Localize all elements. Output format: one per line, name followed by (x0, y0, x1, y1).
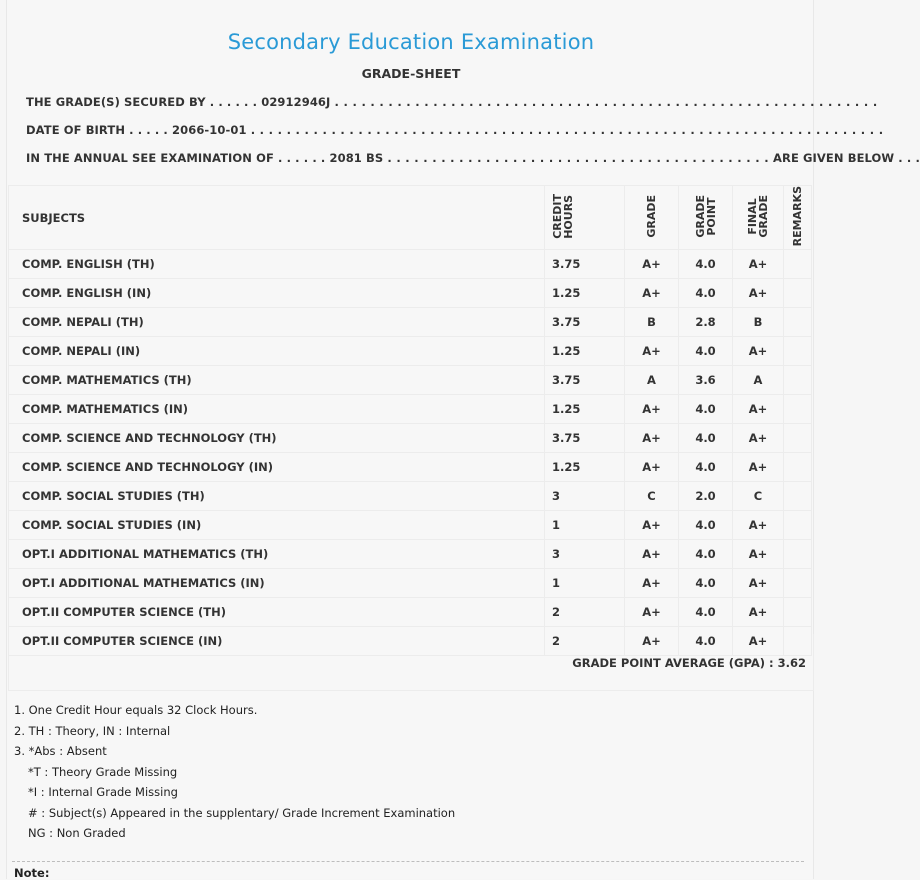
remarks-cell (784, 308, 812, 337)
table-row (9, 308, 812, 337)
remarks-cell (784, 511, 812, 540)
credit-hours-cell: 3 (545, 540, 625, 569)
subject-cell: OPT.II COMPUTER SCIENCE (TH) (9, 598, 545, 627)
remarks-cell (784, 569, 812, 598)
note-item: 3. *Abs : Absent (14, 744, 107, 758)
final-grade-cell: A+ (733, 540, 784, 569)
header-grade: GRADE (625, 186, 679, 250)
table-row (9, 598, 812, 627)
credit-hours-cell: 3.75 (545, 250, 625, 279)
grade-cell: A+ (625, 395, 679, 424)
secured-by-dots: . . . . . . . . . . . . . . . . . . . . . . . . . . . . . . . . . . . . . . . . . . . . . . . . . . . . . . . . . . . . . (334, 95, 878, 109)
final-grade-cell: C (733, 482, 784, 511)
grades-table (8, 185, 812, 656)
remarks-cell (784, 279, 812, 308)
dob-line (26, 123, 883, 137)
subject-cell: OPT.I ADDITIONAL MATHEMATICS (TH) (9, 540, 545, 569)
final-grade-cell: A+ (733, 627, 784, 656)
header-final-grade: FINAL GRADE (733, 186, 784, 250)
table-row (9, 250, 812, 279)
note-item: NG : Non Graded (28, 826, 126, 840)
note-item: 1. One Credit Hour equals 32 Clock Hours. (14, 703, 258, 717)
credit-hours-cell: 3.75 (545, 308, 625, 337)
table-row (9, 424, 812, 453)
header-grade-point: GRADE POINT (679, 186, 733, 250)
table-row (9, 279, 812, 308)
header-remarks: REMARKS (784, 186, 812, 250)
subject-cell: OPT.II COMPUTER SCIENCE (IN) (9, 627, 545, 656)
note-item: 2. TH : Theory, IN : Internal (14, 723, 171, 738)
gpa-row (8, 634, 814, 691)
grade-cell: A+ (625, 453, 679, 482)
remarks-cell (784, 395, 812, 424)
subject-cell: COMP. ENGLISH (TH) (9, 250, 545, 279)
grade-point-cell: 4.0 (679, 424, 733, 453)
exam-title: Secondary Education Examination (227, 30, 595, 54)
subject-cell: COMP. SCIENCE AND TECHNOLOGY (IN) (9, 453, 545, 482)
dashed-divider (12, 861, 804, 862)
note-item: *I : Internal Grade Missing (28, 785, 178, 799)
credit-hours-cell: 1.25 (545, 279, 625, 308)
symbol-number: 02912946J (261, 95, 331, 109)
final-grade-cell: A+ (733, 250, 784, 279)
final-grade-cell: A (733, 366, 784, 395)
subject-cell: COMP. MATHEMATICS (IN) (9, 395, 545, 424)
dob-value: 2066-10-01 (172, 123, 247, 137)
grade-cell: B (625, 308, 679, 337)
grade-point-cell: 2.0 (679, 482, 733, 511)
credit-hours-cell: 1 (545, 511, 625, 540)
credit-hours-cell: 3 (545, 482, 625, 511)
grade-point-cell: 4.0 (679, 453, 733, 482)
grade-cell: A+ (625, 511, 679, 540)
final-grade-cell: A+ (733, 569, 784, 598)
remarks-cell (784, 482, 812, 511)
subject-cell: COMP. ENGLISH (IN) (9, 279, 545, 308)
credit-hours-cell: 1.25 (545, 395, 625, 424)
grade-point-cell: 4.0 (679, 540, 733, 569)
remarks-cell (784, 453, 812, 482)
final-grade-cell: A+ (733, 511, 784, 540)
remarks-cell (784, 366, 812, 395)
grade-cell: A+ (625, 279, 679, 308)
table-row (9, 366, 812, 395)
grade-point-cell: 2.8 (679, 308, 733, 337)
final-grade-cell: A+ (733, 453, 784, 482)
credit-hours-cell: 3.75 (545, 424, 625, 453)
table-header-row (9, 186, 812, 250)
gpa-summary (572, 656, 806, 670)
dob-dots: . . . . . . . . . . . . . . . . . . . . . . . . . . . . . . . . . . . . . . . . . . . . . . . . . . . . . . . . . . . . . . . . . . . . . . . (250, 123, 884, 137)
gpa-label: GRADE POINT AVERAGE (GPA) : (572, 656, 774, 670)
grade-cell: A (625, 366, 679, 395)
credit-hours-cell: 1.25 (545, 337, 625, 366)
grade-point-cell: 4.0 (679, 598, 733, 627)
table-row (9, 569, 812, 598)
credit-hours-cell: 1 (545, 569, 625, 598)
exam-label: IN THE ANNUAL SEE EXAMINATION OF . . . . . . (26, 151, 326, 165)
final-grade-cell: A+ (733, 424, 784, 453)
subject-cell: COMP. SCIENCE AND TECHNOLOGY (TH) (9, 424, 545, 453)
table-row (9, 540, 812, 569)
subject-cell: COMP. NEPALI (IN) (9, 337, 545, 366)
grade-point-cell: 4.0 (679, 337, 733, 366)
remarks-cell (784, 540, 812, 569)
grade-cell: A+ (625, 540, 679, 569)
secured-by-line (26, 95, 878, 109)
note-label: Note: (14, 866, 50, 880)
exam-dots: . . . . . . . . . . . . . . . . . . . . . . . . . . . . . . . . . . . . . . . . . . . (387, 151, 769, 165)
subject-cell: COMP. MATHEMATICS (TH) (9, 366, 545, 395)
grade-cell: A+ (625, 569, 679, 598)
grade-cell: A+ (625, 337, 679, 366)
dob-label: DATE OF BIRTH . . . . . (26, 123, 168, 137)
subject-cell: OPT.I ADDITIONAL MATHEMATICS (IN) (9, 569, 545, 598)
final-grade-cell: A+ (733, 279, 784, 308)
notes-section (14, 702, 455, 846)
grade-sheet-heading: GRADE-SHEET (361, 66, 461, 81)
note-item: # : Subject(s) Appeared in the supplentary/ Grade Increment Examination (28, 805, 456, 820)
credit-hours-cell: 2 (545, 598, 625, 627)
subject-cell: COMP. SOCIAL STUDIES (TH) (9, 482, 545, 511)
remarks-cell (784, 250, 812, 279)
exam-suffix: ARE GIVEN BELOW . . . (772, 151, 920, 165)
grade-point-cell: 4.0 (679, 511, 733, 540)
grade-point-cell: 4.0 (679, 569, 733, 598)
grade-cell: A+ (625, 598, 679, 627)
table-row (9, 511, 812, 540)
table-row (9, 395, 812, 424)
grade-point-cell: 4.0 (679, 279, 733, 308)
final-grade-cell: A+ (733, 598, 784, 627)
grade-cell: A+ (625, 424, 679, 453)
grade-point-cell: 3.6 (679, 366, 733, 395)
grade-point-cell: 4.0 (679, 627, 733, 656)
header-subjects: SUBJECTS (9, 186, 545, 250)
credit-hours-cell: 1.25 (545, 453, 625, 482)
grade-point-cell: 4.0 (679, 250, 733, 279)
grade-point-cell: 4.0 (679, 395, 733, 424)
grade-cell: A+ (625, 627, 679, 656)
table-row (9, 482, 812, 511)
subject-cell: COMP. SOCIAL STUDIES (IN) (9, 511, 545, 540)
gpa-value: 3.62 (777, 656, 806, 670)
remarks-cell (784, 424, 812, 453)
credit-hours-cell: 2 (545, 627, 625, 656)
final-grade-cell: B (733, 308, 784, 337)
subject-cell: COMP. NEPALI (TH) (9, 308, 545, 337)
grade-cell: A+ (625, 250, 679, 279)
table-row (9, 337, 812, 366)
grade-cell: C (625, 482, 679, 511)
final-grade-cell: A+ (733, 337, 784, 366)
header-credit-hours: CREDIT HOURS (545, 186, 625, 250)
remarks-cell (784, 337, 812, 366)
grades-table-body (9, 250, 812, 656)
exam-year: 2081 BS (329, 151, 384, 165)
remarks-cell (784, 598, 812, 627)
table-row (9, 453, 812, 482)
credit-hours-cell: 3.75 (545, 366, 625, 395)
final-grade-cell: A+ (733, 395, 784, 424)
note-item: *T : Theory Grade Missing (28, 764, 178, 779)
secured-by-label: THE GRADE(S) SECURED BY . . . . . . (26, 95, 258, 109)
exam-line (26, 151, 920, 165)
